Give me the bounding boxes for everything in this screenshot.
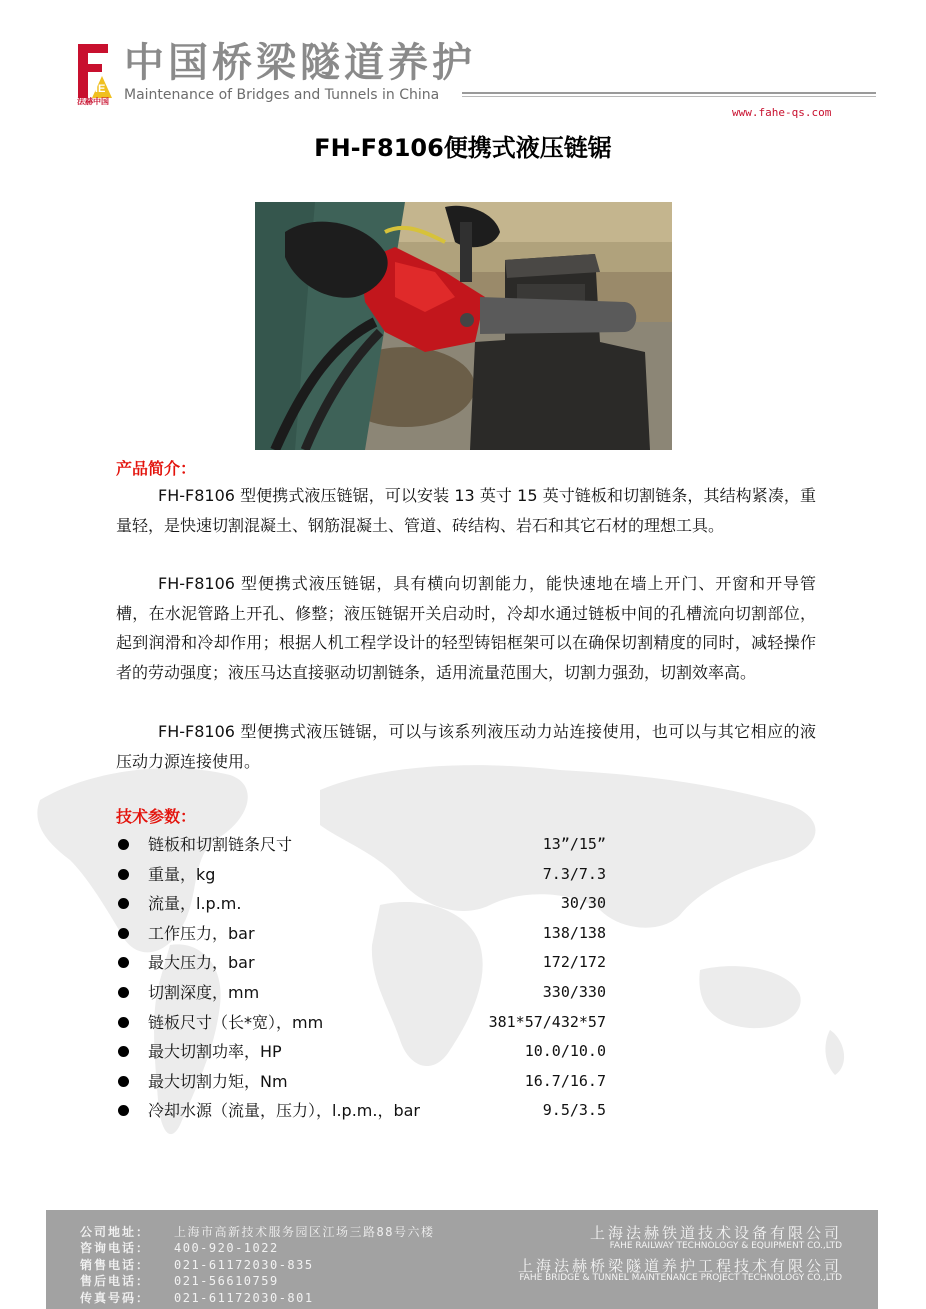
spec-row (116, 1067, 636, 1097)
contact-key: 售后电话： (80, 1274, 151, 1289)
contact-key: 传真号码： (80, 1290, 151, 1305)
spec-row (116, 978, 636, 1008)
contact-key: 咨询电话： (80, 1241, 151, 1256)
spec-label: 链板和切割链条尺寸 (148, 835, 293, 854)
spec-row (116, 860, 636, 890)
logo-tagline: 法赫中国 (77, 97, 109, 106)
bullet-icon (118, 839, 129, 850)
intro-paragraph-1: FH-F8106 型便携式液压链锯，可以安装 13 英寸 15 英寸链板和切割链条，其结构紧凑，重量轻，是快速切割混凝土、钢筋混凝土、管道、砖结构、岩石和其它石材的理想工具。 (116, 486, 816, 535)
contact-address (80, 1224, 434, 1240)
spec-value: 9.5/3.5 (542, 1101, 606, 1120)
intro-heading: 产品简介： (116, 459, 197, 478)
spec-value: 7.3/7.3 (542, 864, 606, 883)
bullet-icon (118, 1105, 129, 1116)
spec-value: 30/30 (560, 894, 606, 913)
spec-row (116, 1037, 636, 1067)
spec-label: 切割深度，mm (148, 982, 260, 1002)
bullet-icon (118, 1076, 129, 1087)
spec-label: 重量，kg (148, 864, 216, 884)
spec-label: 链板尺寸（长*宽），mm (148, 1012, 324, 1032)
spec-value: 330/330 (542, 982, 606, 1001)
bullet-icon (118, 928, 129, 939)
contact-value: 400-920-1022 (174, 1241, 279, 1256)
spec-row (116, 889, 636, 919)
contact-key: 公司地址： (80, 1225, 151, 1239)
brand-chinese: 中国桥梁隧道养护 (124, 40, 476, 86)
spec-row (116, 1008, 636, 1038)
spec-value: 10.0/10.0 (524, 1042, 606, 1061)
contact-value: 021-61172030-835 (174, 1257, 314, 1272)
spec-label: 最大切割力矩，Nm (148, 1071, 288, 1091)
contact-hotline (80, 1240, 434, 1256)
bullet-icon (118, 957, 129, 968)
bullet-icon (118, 1046, 129, 1057)
company-1-en: FAHE RAILWAY TECHNOLOGY & EQUIPMENT CO.,LTD (609, 1241, 842, 1251)
contact-key: 销售电话： (80, 1257, 151, 1272)
header-rule (462, 92, 876, 94)
company-2-en: FAHE BRIDGE & TUNNEL MAINTENANCE PROJECT TECHNOLOGY CO.,LTD (519, 1273, 842, 1283)
spec-value: 381*57/432*57 (488, 1012, 606, 1031)
contact-value: 021-56610759 (174, 1274, 279, 1289)
bullet-icon (118, 869, 129, 880)
spec-label: 最大切割功率，HP (148, 1042, 282, 1062)
spec-label: 冷却水源（流量，压力），l.p.m.，bar (148, 1101, 420, 1121)
company-1-cn: 上海法赫铁道技术设备有限公司 (589, 1224, 842, 1242)
contact-value: 上海市高新技术服务园区江场三路88号六楼 (174, 1225, 435, 1239)
contact-aftersales (80, 1273, 434, 1289)
spec-value: 16.7/16.7 (524, 1071, 606, 1090)
spec-row (116, 919, 636, 949)
spec-label: 工作压力，bar (148, 923, 255, 943)
specs-heading: 技术参数： (116, 807, 197, 826)
company-2-cn: 上海法赫桥梁隧道养护工程技术有限公司 (517, 1257, 842, 1275)
contact-fax (80, 1290, 434, 1306)
spec-value: 172/172 (542, 953, 606, 972)
spec-label: 流量，l.p.m. (148, 894, 242, 914)
product-photo (255, 202, 672, 450)
bullet-icon (118, 1017, 129, 1028)
spec-list (116, 830, 636, 1126)
spec-value: 138/138 (542, 923, 606, 942)
bullet-icon (118, 987, 129, 998)
footer (46, 1210, 878, 1309)
intro-paragraph-2: FH-F8106 型便携式液压链锯，具有横向切割能力，能快速地在墙上开门、开窗和开导管槽，在水泥管路上开孔、修整；液压链锯开关启动时，冷却水通过链板中间的孔槽流向切割部位，起到润滑和冷却作用；根据人机工程学设计的轻型铸铝框架可以在确保切割精度的同时，减轻操作者的劳动强度；液压马达直接驱动切割链条，适用流量范围大，切割力强劲，切割效率高。 (116, 574, 816, 682)
bullet-icon (118, 898, 129, 909)
spec-row (116, 830, 636, 860)
brand-english: Maintenance of Bridges and Tunnels in China (124, 87, 440, 103)
contact-value: 021-61172030-801 (174, 1290, 314, 1305)
contact-sales (80, 1257, 434, 1273)
intro-paragraph-3: FH-F8106 型便携式液压链锯，可以与该系列液压动力站连接使用，也可以与其它相应的液压动力源连接使用。 (116, 722, 816, 771)
spec-value: 13”/15” (542, 835, 606, 853)
spec-row (116, 1096, 636, 1126)
header-rule-thin (462, 96, 876, 97)
spec-label: 最大压力，bar (148, 953, 255, 973)
spec-row (116, 948, 636, 978)
contact-block (80, 1224, 434, 1306)
page-title: FH-F8106便携式液压链锯 (314, 134, 612, 162)
website-url[interactable]: www.fahe-qs.com (732, 106, 832, 119)
svg-text:HE: HE (90, 83, 106, 95)
